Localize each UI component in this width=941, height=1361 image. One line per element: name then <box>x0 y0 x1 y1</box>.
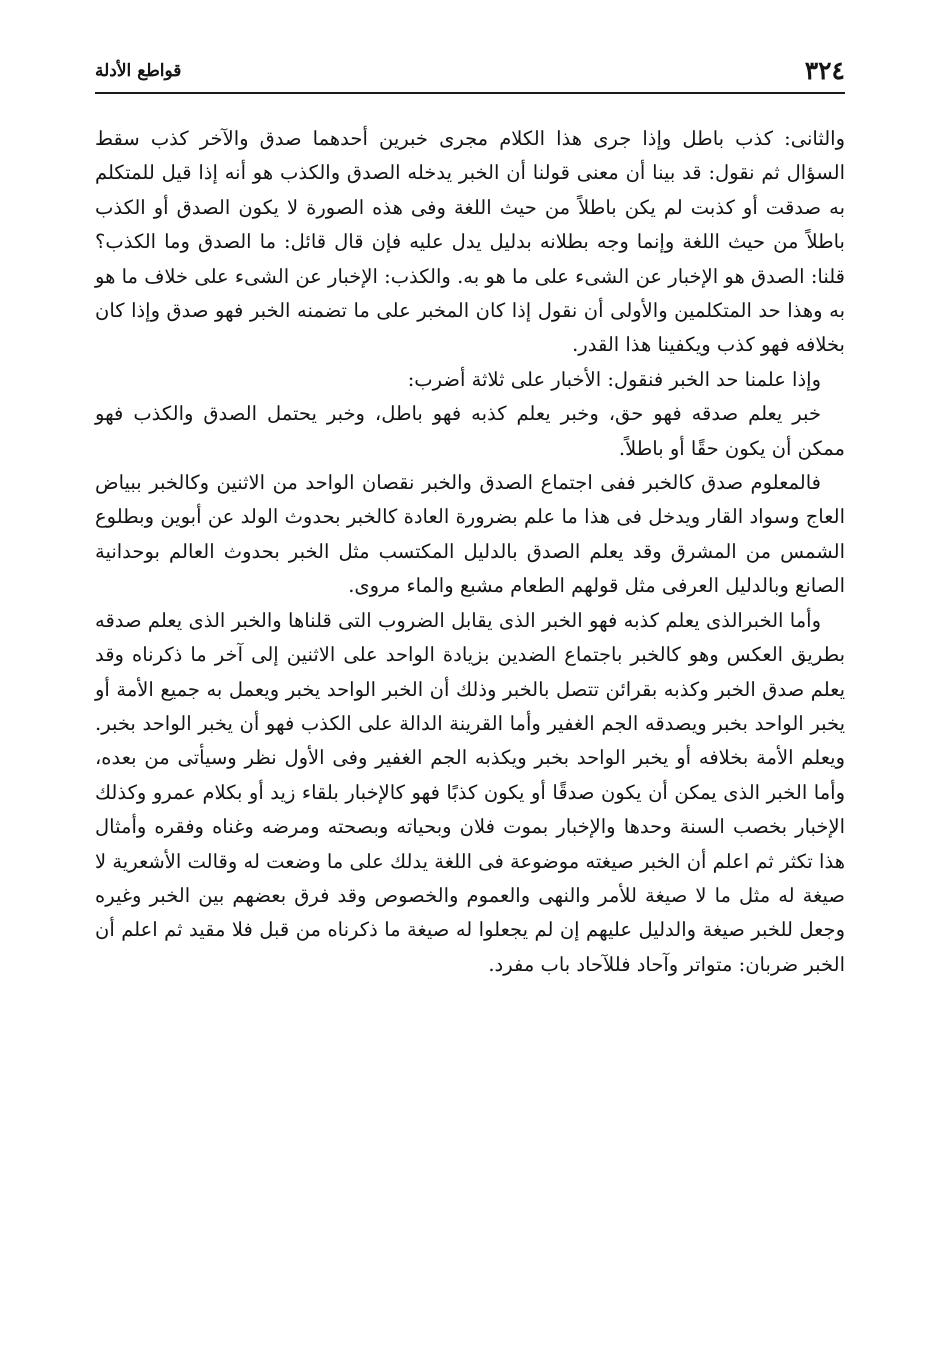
paragraph: والثانى: كذب باطل وإذا جرى هذا الكلام مجرى خبرين أحدهما صدق والآخر كذب سقط السؤال ثم نقول: قد بينا أن معنى قولنا أن الخبر يدخله الصدق والكذب هو أنه إذا قيل للمتكلم به صدقت أو كذبت لم يكن باطلاً من حيث اللغة وفى هذه الصورة لا يكون الصدق أو الكذب باطلاً من حيث اللغة وإنما وجه بطلانه بدليل يدل عليه فإن قال قائل: ما الصدق وما الكذب؟ قلنا: الصدق هو الإخبار عن الشىء على ما هو به. والكذب: الإخبار عن الشىء على خلاف ما هو به وهذا حد المتكلمين والأولى أن نقول إذا كان المخبر على ما تضمنه الخبر فهو صدق وإذا كان بخلافه فهو كذب ويكفينا هذا القدر. <box>95 127 845 357</box>
body-text <box>95 122 845 982</box>
page-header <box>95 52 845 94</box>
book-page <box>95 52 845 976</box>
page-number: ٣٢٤ <box>804 56 845 85</box>
paragraph: وإذا علمنا حد الخبر فنقول: الأخبار على ثلاثة أضرب: <box>407 367 821 391</box>
paragraph: خبر يعلم صدقه فهو حق، وخبر يعلم كذبه فهو باطل، وخبر يحتمل الصدق والكذب فهو ممكن أن يكون حقًا أو باطلاً. <box>95 402 845 460</box>
paragraph: فالمعلوم صدق كالخبر ففى اجتماع الصدق والخبر نقصان الواحد من الاثنين وكالخبر ببياض العاج وسواد القار ويدخل فى هذا ما علم بضرورة العادة كالخبر بحدوث الولد عن أبوين وبطلوع الشمس من المشرق وقد يعلم الصدق بالدليل المكتسب مثل الخبر بحدوث العالم بوحدانية الصانع وبالدليل العرفى مثل قولهم الطعام مشبع والماء مروى. <box>95 471 845 598</box>
paragraph: وأما الخبرالذى يعلم كذبه فهو الخبر الذى يقابل الضروب التى قلناها والخبر الذى يعلم صدقه بطريق العكس وهو كالخبر باجتماع الضدين بزيادة الواحد على الاثنين إلى آخر ما ذكرناه وقد يعلم صدق الخبر وكذبه بقرائن تتصل بالخبر وذلك أن الخبر الواحد يخبر ويعمل به جميع الأمة أو يخبر الواحد بخبر ويصدقه الجم الغفير وأما القرينة الدالة على الكذب فهو أن يخبر الواحد بخبر. ويعلم الأمة بخلافه أو يخبر الواحد بخبر ويكذبه الجم الغفير وفى الأول نظر وسيأتى من بعده، وأما الخبر الذى يمكن أن يكون صدقًا أو يكون كذبًا فهو كالإخبار بلقاء زيد أو بكلام عمرو وكذلك الإخبار بخصب السنة وحدها والإخبار بموت فلان وبحياته وبصحته ومرضه وغناه وفقره وأمثال هذا تكثر ثم اعلم أن الخبر صيغته موضوعة فى اللغة يدلك على ما وضعت له وقالت الأشعرية لا صيغة له مثل ما لا صيغة للأمر والنهى والعموم والخصوص وقد فرق بعضهم بين الخبر وغيره وجعل للخبر صيغة والدليل عليهم إن لم يجعلوا له صيغة ما ذكرناه من قبل فلا مقيد ثم اعلم أن الخبر ضربان: متواتر وآحاد فللآحاد باب مفرد. <box>95 608 845 976</box>
running-title: قواطع الأدلة <box>95 61 182 81</box>
